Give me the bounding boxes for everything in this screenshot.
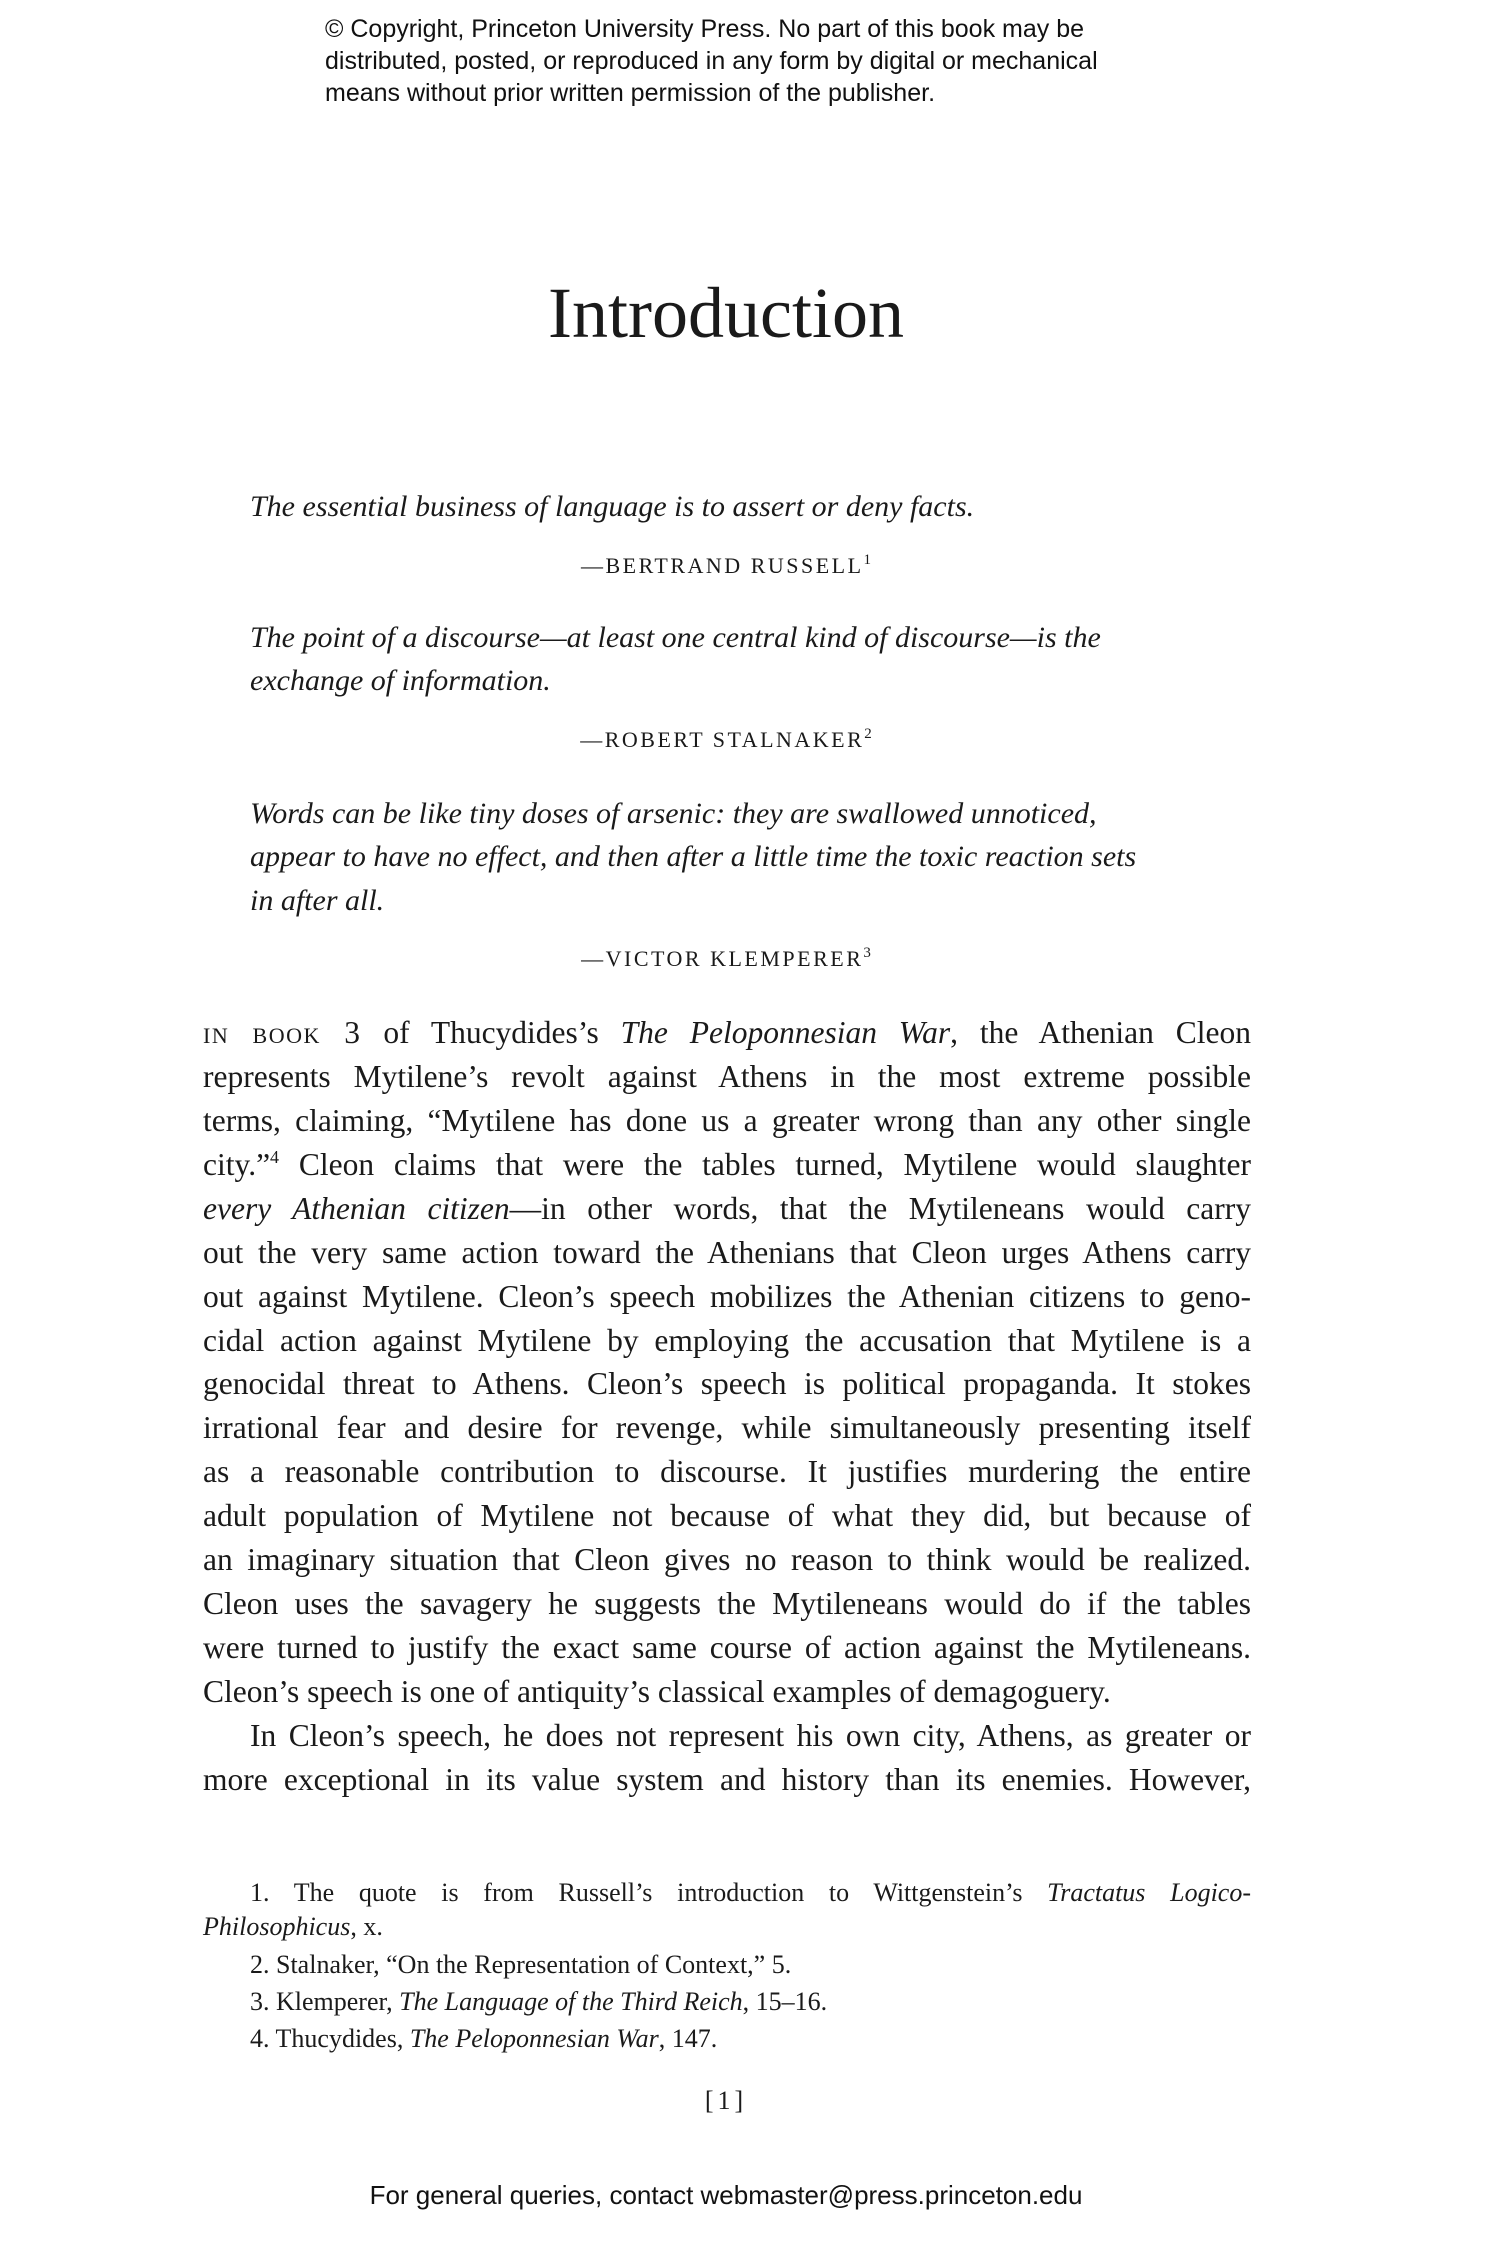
footnote-ref[interactable]: 4 <box>270 1147 280 1167</box>
body-line: out against Mytilene. Cleon’s speech mobilizes the Athenian citizens to geno- <box>203 1279 1251 1314</box>
footnote-ref[interactable]: 2 <box>864 726 872 742</box>
copyright-line-2: distributed, posted, or reproduced in any form by digital or mechanical <box>325 47 1098 75</box>
footnote-ref[interactable]: 3 <box>863 945 871 961</box>
epigraph-2-attribution <box>0 726 1452 753</box>
attribution-name: —VICTOR KLEMPERER <box>581 946 864 971</box>
body-line: in book 3 of Thucydides’s The Peloponnesian War, the Athenian Cleon <box>203 1015 1251 1050</box>
epigraph-3-attribution <box>0 945 1452 972</box>
opening-small-caps: in book 3 <box>203 1015 362 1050</box>
chapter-title: Introduction <box>548 273 904 353</box>
attribution-name: —BERTRAND RUSSELL <box>580 553 864 578</box>
copyright-line-3: means without prior written permission of the publisher. <box>325 79 936 107</box>
footnote-2: 2. Stalnaker, “On the Representation of Context,” 5. <box>250 1950 792 1979</box>
body-line: Cleon uses the savagery he suggests the Mytileneans would do if the tables <box>203 1586 1251 1621</box>
body-line: adult population of Mytilene not because of what they did, but because of <box>203 1498 1251 1533</box>
body-line: cidal action against Mytilene by employing the accusation that Mytilene is a <box>203 1323 1251 1358</box>
footnote-ref[interactable]: 1 <box>863 552 872 568</box>
footnote-1-continued: Philosophicus, x. <box>203 1912 383 1941</box>
body-line: out the very same action toward the Athenians that Cleon urges Athens carry <box>203 1235 1251 1270</box>
body-line: as a reasonable contribution to discourse. It justifies murdering the entire <box>203 1454 1251 1489</box>
epigraph-2-line-1: The point of a discourse—at least one central kind of discourse—is the <box>250 621 1101 654</box>
body-line: represents Mytilene’s revolt against Athens in the most extreme possible <box>203 1059 1251 1094</box>
contact-footer: For general queries, contact webmaster@press.princeton.edu <box>369 2180 1083 2210</box>
page-number: [1] <box>704 2086 748 2115</box>
body-line: more exceptional in its value system and history than its enemies. However, <box>203 1762 1251 1797</box>
epigraph-3-line-1: Words can be like tiny doses of arsenic: they are swallowed unnoticed, <box>250 797 1097 830</box>
body-line: irrational fear and desire for revenge, while simultaneously presenting itself <box>203 1410 1251 1445</box>
body-line: an imaginary situation that Cleon gives no reason to think would be realized. <box>203 1542 1251 1577</box>
epigraph-3-line-2: appear to have no effect, and then after a little time the toxic reaction sets <box>250 840 1137 873</box>
epigraph-3-line-3: in after all. <box>250 884 385 917</box>
body-line: terms, claiming, “Mytilene has done us a greater wrong than any other single <box>203 1103 1251 1138</box>
copyright-line-1: © Copyright, Princeton University Press. No part of this book may be <box>325 15 1085 43</box>
footnote-1: 1. The quote is from Russell’s introduction to Wittgenstein’s Tractatus Logico- <box>250 1878 1251 1907</box>
footnote-4: 4. Thucydides, The Peloponnesian War, 147. <box>250 2024 718 2053</box>
body-line: every Athenian citizen—in other words, that the Mytileneans would carry <box>203 1191 1251 1226</box>
body-line: Cleon’s speech is one of antiquity’s classical examples of demagoguery. <box>203 1674 1111 1709</box>
book-title: The Peloponnesian War <box>620 1015 951 1050</box>
epigraph-2-line-2: exchange of information. <box>250 664 551 697</box>
footnote-3: 3. Klemperer, The Language of the Third Reich, 15–16. <box>250 1987 828 2016</box>
body-line: city.”$^4$ Cleon claims that were the tables turned, Mytilene would slaughter <box>203 1147 1251 1182</box>
body-line: genocidal threat to Athens. Cleon’s speech is political propaganda. It stokes <box>203 1366 1251 1401</box>
body-line: In Cleon’s speech, he does not represent his own city, Athens, as greater or <box>250 1718 1251 1753</box>
epigraph-1-line-1: The essential business of language is to assert or deny facts. <box>250 490 975 523</box>
epigraph-1-attribution <box>0 552 1452 579</box>
attribution-name: —ROBERT STALNAKER <box>580 727 865 752</box>
body-line: were turned to justify the exact same course of action against the Mytileneans. <box>203 1630 1251 1665</box>
